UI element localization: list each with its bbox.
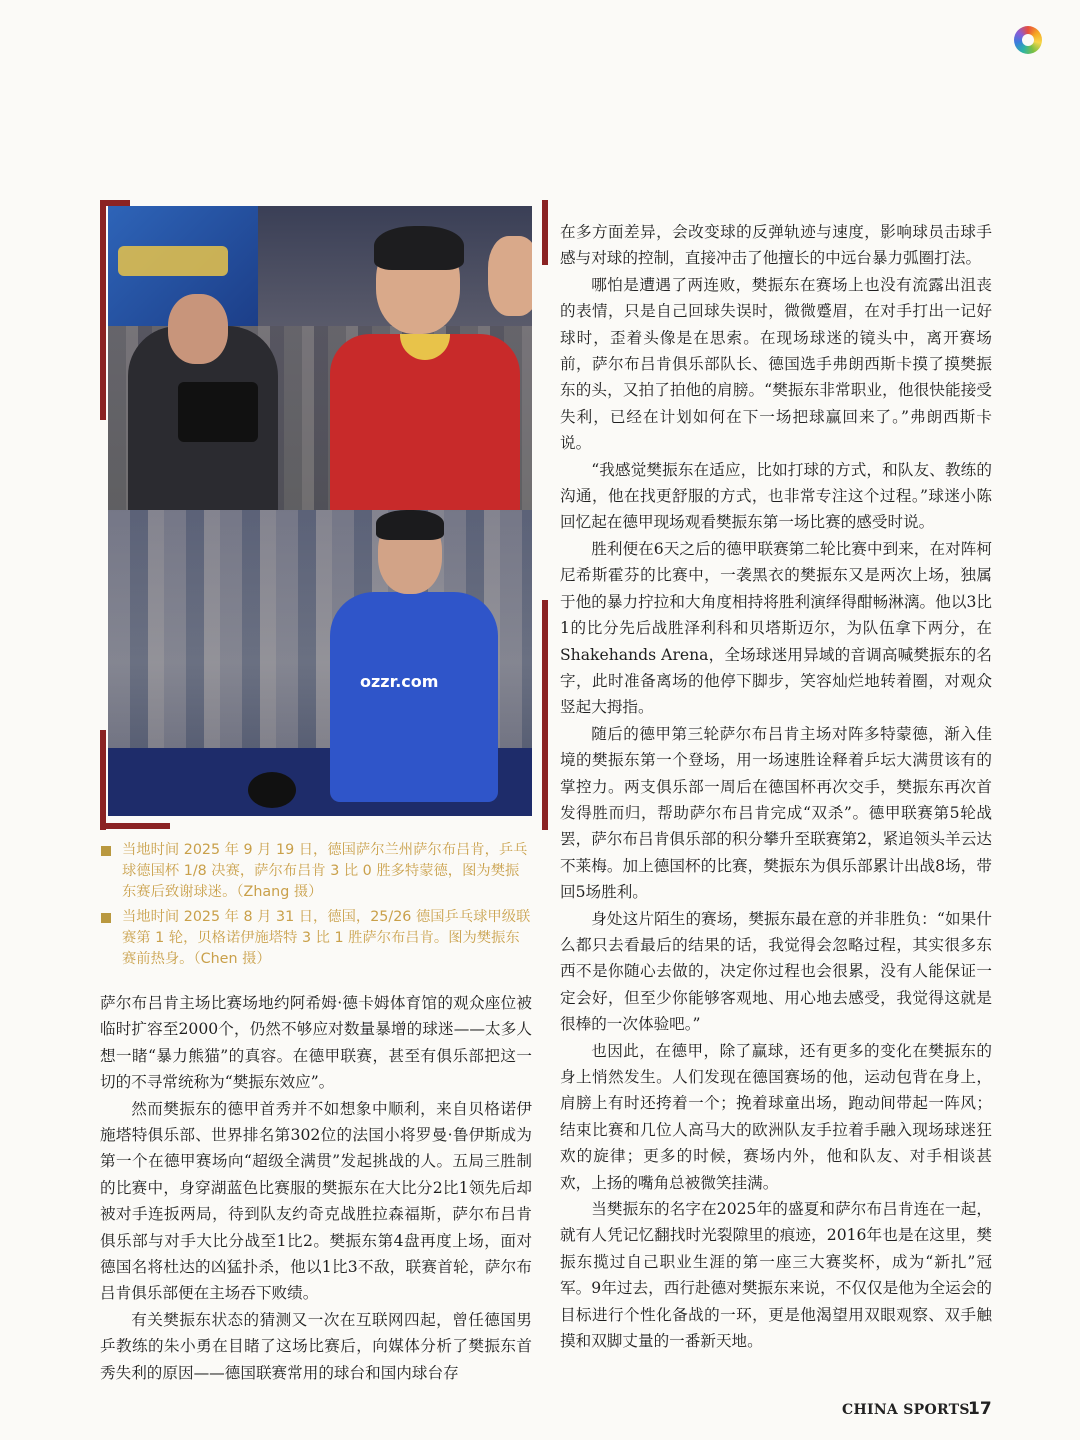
photo-caption-2: 当地时间 2025 年 8 月 31 日，德国，25/26 德国乒乓球甲级联赛第 1 轮，贝格诺伊施塔特 3 比 1 胜萨尔布吕肯。图为樊振东赛前热身。（Chen 摄） — [122, 909, 531, 967]
paragraph: 也因此，在德甲，除了赢球，还有更多的变化在樊振东的身上悄然发生。人们发现在德国赛场的他，运动包背在身上，肩膀上有时还挎着一个；挽着球童出场，跑动间带起一阵风；结束比赛和几位人高马大的欧洲队友手拉着手融入现场球迷狂欢的旋律；更多的时候，赛场内外，他和队友、对手相谈甚欢，上扬的嘴角总被微笑挂满。 — [560, 1041, 992, 1192]
logo-ring-icon — [1014, 26, 1042, 54]
paragraph: “我感觉樊振东在适应，比如打球的方式，和队友、教练的沟通，他在找更舒服的方式，也非常专注这个过程。”球迷小陈回忆起在德甲现场观看樊振东第一场比赛的感受时说。 — [560, 460, 992, 532]
paragraph: 当樊振东的名字在2025年的盛夏和萨尔布吕肯连在一起，就有人凭记忆翻找时光裂隙里的痕迹，2016年也是在这里，樊振东揽过自己职业生涯的第一座三大赛奖杯，成为“新扎”冠军。9年过去，西行赴德对樊振东来说，不仅仅是他为全运会的目标进行个性化备战的一环，更是他渴望用双眼观察、双手触摸和双脚丈量的一番新天地。 — [560, 1200, 992, 1351]
paragraph: 哪怕是遭遇了两连败，樊振东在赛场上也没有流露出沮丧的表情，只是自己回球失误时，微微蹙眉，在对手打出一记好球时，歪着头像是在思索。在现场球迷的镜头中，离开赛场前，萨尔布吕肯俱乐部队长、德国选手弗朗西斯卡摸了摸樊振东的头，又拍了拍他的肩膀。“樊振东非常职业，他很快能接受失利，已经在计划如何在下一场把球赢回来了。”弗朗西斯卡说。 — [560, 275, 992, 453]
photo-caption-1: 当地时间 2025 年 9 月 19 日，德国萨尔兰州萨尔布吕肯，乒乓球德国杯 1/8 决赛，萨尔布吕肯 3 比 0 胜多特蒙德，图为樊振东赛后致谢球迷。（Zhang 摄） — [122, 842, 528, 900]
paragraph: 胜利便在6天之后的德甲联赛第二轮比赛中到来，在对阵柯尼希斯霍芬的比赛中，一袭黑衣的樊振东又是两次上场，独属于他的暴力拧拉和大角度相持将胜利演绎得酣畅淋漓。他以3比1的比分先后战胜泽利科和贝塔斯迈尔，为队伍拿下两分，在 Shakehands Arena，全场球迷用异域的音调高喊樊振东的名字，此时准备离场的他停下脚步，笑容灿烂地转着圈，对观众竖起大拇指。 — [560, 539, 992, 717]
magazine-name: CHINA SPORTS — [842, 1402, 970, 1418]
photo1-waving-hand — [488, 236, 532, 316]
photo-fan-zhendong-waving — [108, 206, 532, 510]
article-left-column — [100, 990, 532, 1386]
photo2-player-hair — [376, 510, 444, 540]
photo-frame-right — [542, 200, 548, 265]
paragraph: 然而樊振东的德甲首秀并不如想象中顺利，来自贝格诺伊施塔特俱乐部、世界排名第302位的法国小将罗曼·鲁伊斯成为第一个在德甲赛场向“超级全满贯”发起挑战的人。五局三胜制的比赛中，身穿湖蓝色比赛服的樊振东在大比分2比1领先后却被对手连扳两局，待到队友约奇克战胜拉森福斯，萨尔布吕肯俱乐部与对手大比分战至1比2。樊振东第4盘再度上场，面对德国名将杜达的凶猛扑杀，他以1比3不敌，联赛首轮，萨尔布吕肯俱乐部便在主场吞下败绩。 — [100, 1099, 532, 1303]
article-right-column — [560, 219, 992, 1354]
photo-frame-right-bottom — [542, 600, 548, 830]
photo2-jersey-sponsor: ozzr.com — [360, 672, 439, 691]
photo-frame-bottom — [100, 823, 170, 829]
camera-icon — [178, 382, 258, 442]
paragraph: 有关樊振东状态的猜测又一次在互联网四起，曾任德国男乒教练的朱小勇在目睹了这场比赛后，向媒体分析了樊振东首秀失利的原因——德国联赛常用的球台和国内球台存 — [100, 1310, 532, 1382]
photo-frame-left — [100, 200, 106, 420]
publication-logo — [1004, 24, 1056, 76]
paddle-icon — [248, 772, 296, 808]
paragraph: 萨尔布吕肯主场比赛场地约阿希姆·德卡姆体育馆的观众座位被临时扩容至2000个，仍然不够应对数量暴增的球迷——太多人想一睹“暴力熊猫”的真容。在德甲联赛，甚至有俱乐部把这一切的不寻常统称为“樊振东效应”。 — [100, 994, 532, 1092]
photo-frame-bottom-left — [100, 730, 106, 830]
photo1-red-jersey — [330, 334, 520, 510]
paragraph: 在多方面差异，会改变球的反弹轨迹与速度，影响球员击球手感与对球的控制，直接冲击了他擅长的中远台暴力弧圈打法。 — [560, 223, 992, 268]
photo-fan-zhendong-warmup — [108, 510, 532, 816]
photo1-player-hair — [374, 226, 464, 270]
photo2-blue-jersey — [330, 592, 498, 802]
paragraph: 随后的德甲第三轮萨尔布吕肯主场对阵多特蒙德，渐入佳境的樊振东第一个登场，用一场速胜诠释着乒坛大满贯该有的掌控力。两支俱乐部一周后在德国杯再次交手，樊振东再次首发得胜而归，帮助萨尔布吕肯完成“双杀”。德甲联赛第5轮战罢，萨尔布吕肯俱乐部的积分攀升至联赛第2，紧追领头羊云达不莱梅。加上德国杯的比赛，樊振东为俱乐部累计出战8场，带回5场胜利。 — [560, 724, 992, 902]
paragraph: 身处这片陌生的赛场，樊振东最在意的并非胜负：“如果什么都只去看最后的结果的话，我觉得会忽略过程，其实很多东西不是你随心去做的，决定你过程也会很累，没有人能保证一定会好，但至少你能够客观地、用心地去感受，我觉得这就是很棒的一次体验吧。” — [560, 909, 992, 1034]
caption-bullet-icon — [101, 913, 111, 923]
page-number: 17 — [968, 1399, 992, 1419]
caption-bullet-icon — [101, 846, 111, 856]
